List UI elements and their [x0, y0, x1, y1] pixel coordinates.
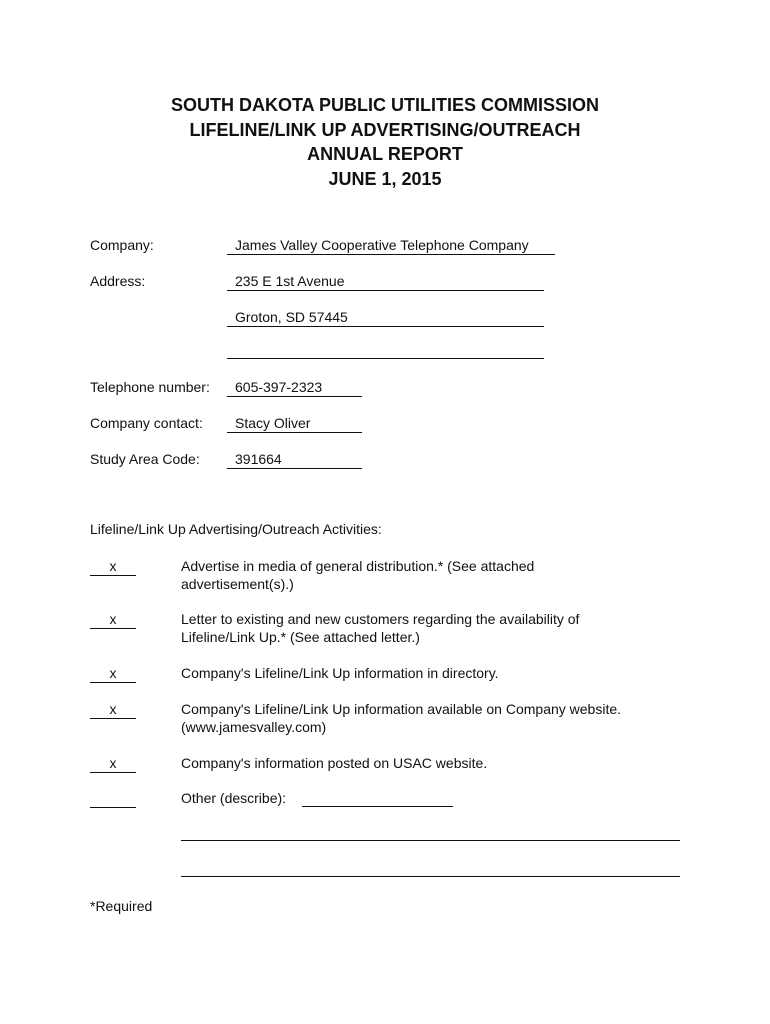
activity-letter-line2: Lifeline/Link Up.* (See attached letter.)	[181, 629, 420, 645]
activity-media-line2: advertisement(s).)	[181, 576, 294, 592]
activities-heading: Lifeline/Link Up Advertising/Outreach Activities:	[90, 521, 382, 537]
study-area-field[interactable]: 391664	[227, 450, 362, 469]
activity-media-checkbox[interactable]: x	[90, 557, 136, 576]
activity-usac-text	[181, 754, 681, 772]
activity-directory-line1: Company's Lifeline/Link Up information in directory.	[181, 665, 499, 681]
activity-other-checkbox[interactable]	[90, 789, 136, 808]
contact-field[interactable]: Stacy Oliver	[227, 414, 362, 433]
address-line1-field[interactable]: 235 E 1st Avenue	[227, 272, 544, 291]
activity-usac-checkbox[interactable]: x	[90, 754, 136, 773]
activity-website-line2: (www.jamesvalley.com)	[181, 719, 327, 735]
other-describe-line2[interactable]	[181, 840, 680, 841]
activity-website-text	[181, 700, 681, 736]
study-area-label: Study Area Code:	[90, 451, 200, 467]
report-title	[0, 93, 770, 191]
address-label: Address:	[90, 273, 146, 289]
company-field[interactable]: James Valley Cooperative Telephone Company	[227, 236, 555, 255]
activity-website-line1: Company's Lifeline/Link Up information available on Company website.	[181, 701, 622, 717]
activity-directory-text	[181, 664, 681, 682]
activity-website-checkbox[interactable]: x	[90, 700, 136, 719]
title-line-commission: SOUTH DAKOTA PUBLIC UTILITIES COMMISSION	[171, 95, 599, 115]
telephone-field[interactable]: 605-397-2323	[227, 378, 362, 397]
title-line-program: LIFELINE/LINK UP ADVERTISING/OUTREACH	[189, 119, 581, 140]
company-label: Company:	[90, 237, 154, 253]
activity-letter-text	[181, 610, 681, 646]
activity-media-line1: Advertise in media of general distribution.* (See attached	[181, 558, 535, 574]
title-line-date: JUNE 1, 2015	[328, 168, 442, 189]
other-describe-field[interactable]	[302, 806, 453, 807]
address-line2-field[interactable]: Groton, SD 57445	[227, 308, 544, 327]
activity-letter-checkbox[interactable]: x	[90, 610, 136, 629]
activity-usac-line1: Company's information posted on USAC website.	[181, 755, 488, 771]
address-line3-field[interactable]	[227, 358, 544, 359]
title-line-report: ANNUAL REPORT	[307, 144, 463, 164]
activity-letter-line1: Letter to existing and new customers regarding the availability of	[181, 611, 580, 627]
activity-directory-checkbox[interactable]: x	[90, 664, 136, 683]
contact-label: Company contact:	[90, 415, 203, 431]
telephone-label: Telephone number:	[90, 379, 210, 395]
activity-media-text	[181, 557, 681, 593]
activity-other-label: Other (describe):	[181, 790, 287, 806]
required-footnote: *Required	[90, 898, 153, 914]
other-describe-line3[interactable]	[181, 876, 680, 877]
